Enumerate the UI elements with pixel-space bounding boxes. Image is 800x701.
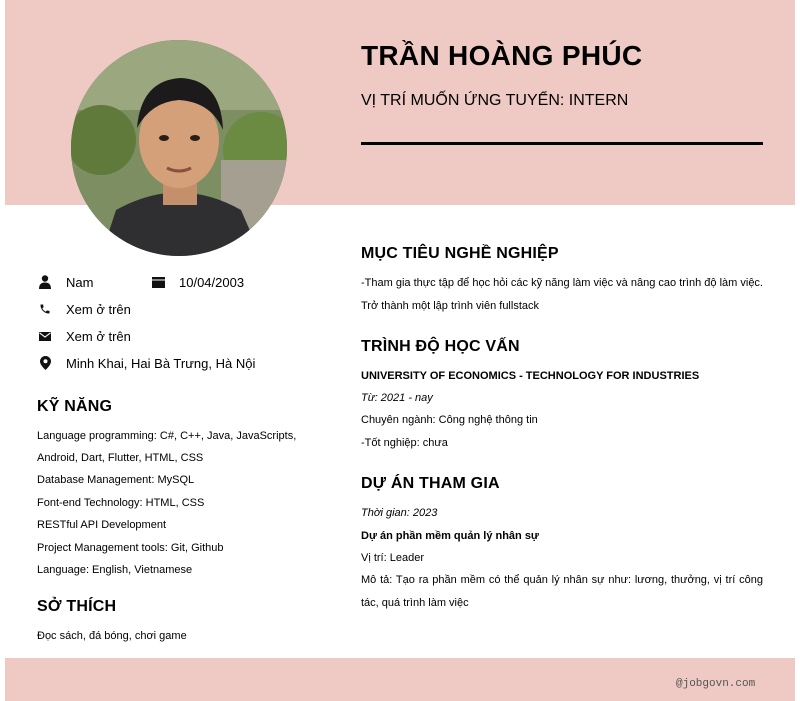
location-pin-icon	[37, 355, 53, 371]
skill-item: Language: English, Vietnamese	[37, 564, 193, 576]
gender-value: Nam	[66, 274, 94, 290]
skills-title: KỸ NĂNG	[37, 398, 113, 415]
header-divider	[361, 142, 763, 145]
education-graduation: -Tốt nghiệp: chưa	[361, 437, 448, 449]
project-name: Dự án phần mềm quản lý nhân sự	[361, 530, 539, 542]
skill-item: Database Management: MySQL	[37, 474, 195, 486]
person-icon	[37, 274, 53, 290]
portrait-illustration	[71, 40, 287, 256]
candidate-name: TRẦN HOÀNG PHÚC	[361, 40, 643, 71]
objective-text: -Tham gia thực tập để học hỏi các kỹ năng làm việc và nâng cao trình độ làm việc. Trở thành một lập trình viên fullstack	[361, 277, 763, 312]
profile-photo	[71, 40, 287, 256]
email-row	[37, 328, 131, 344]
project-description: Mô tả: Tạo ra phần mềm có thể quản lý nhân sự như: lương, thưởng, vị trí công tác, quá trình làm việc	[361, 574, 763, 609]
skill-item: RESTful API Development	[37, 519, 167, 531]
skill-item: Language programming: C#, C++, Java, JavaScripts,	[37, 430, 297, 442]
skill-item: Android, Dart, Flutter, HTML, CSS	[37, 452, 204, 464]
skill-item: Project Management tools: Git, Github	[37, 542, 224, 554]
birthday-value: 10/04/2003	[179, 274, 245, 290]
watermark: @jobgovn.com	[676, 678, 756, 690]
gender-row	[37, 274, 93, 290]
calendar-icon	[150, 274, 166, 290]
education-period: Từ: 2021 - nay	[361, 392, 433, 404]
address-row	[37, 355, 255, 371]
hobbies-text: Đọc sách, đá bóng, chơi game	[37, 630, 187, 642]
phone-value: Xem ở trên	[66, 301, 131, 317]
education-major: Chuyên ngành: Công nghệ thông tin	[361, 414, 538, 426]
skill-item: Font-end Technology: HTML, CSS	[37, 497, 205, 509]
objective-title: MỤC TIÊU NGHỀ NGHIỆP	[361, 245, 559, 262]
phone-row	[37, 301, 131, 317]
mail-icon	[37, 328, 53, 344]
desired-position: VỊ TRÍ MUỐN ỨNG TUYỂN: INTERN	[361, 92, 629, 109]
email-value: Xem ở trên	[66, 328, 131, 344]
birthday-row	[150, 274, 244, 290]
project-time: Thời gian: 2023	[361, 507, 438, 519]
project-role: Vị trí: Leader	[361, 552, 424, 564]
address-value: Minh Khai, Hai Bà Trưng, Hà Nội	[66, 355, 256, 371]
hobbies-title: SỞ THÍCH	[37, 598, 117, 615]
education-title: TRÌNH ĐỘ HỌC VẤN	[361, 338, 520, 355]
projects-title: DỰ ÁN THAM GIA	[361, 475, 500, 492]
school-name: UNIVERSITY OF ECONOMICS - TECHNOLOGY FOR INDUSTRIES	[361, 370, 700, 382]
phone-icon	[37, 301, 53, 317]
